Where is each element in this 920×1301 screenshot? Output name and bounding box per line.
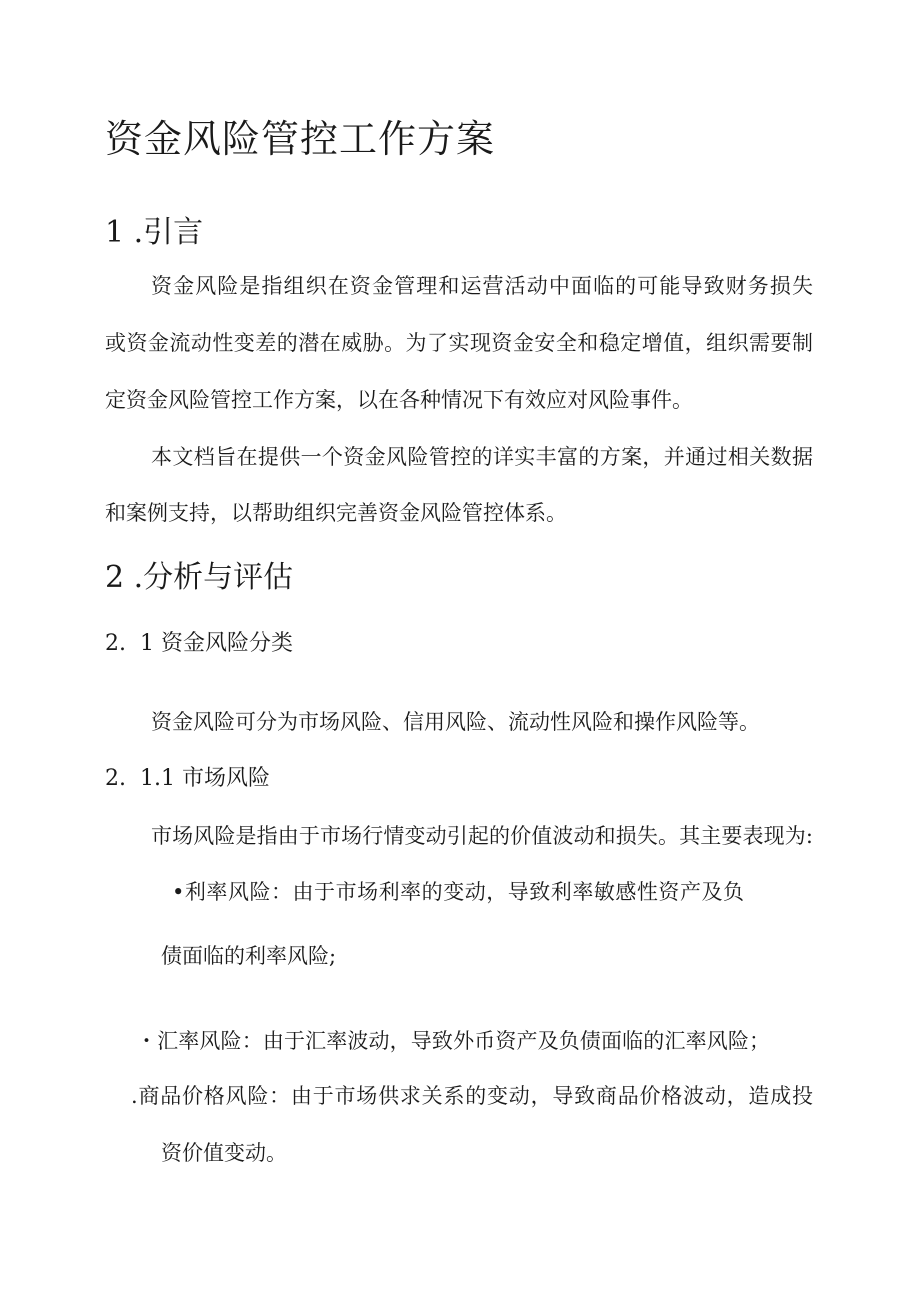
subsection-2-1-text: 资金风险可分为市场风险、信用风险、流动性风险和操作风险等。: [151, 710, 760, 734]
intro-para1-line1: 资金风险是指组织在资金管理和运营活动中面临的可能导致财务损失: [151, 274, 813, 298]
intro-para2-line2: 和案例支持，以帮助组织完善资金风险管控体系。: [105, 501, 567, 525]
intro-para1-line3: 定资金风险管控工作方案，以在各种情况下有效应对风险事件。: [105, 388, 693, 412]
section-heading-analysis: 2 .分析与评估: [105, 560, 294, 595]
bullet-interest-rate-line2: 债面临的利率风险;: [161, 944, 337, 968]
bullet-commodity-price-line2: 资价值变动。: [161, 1141, 287, 1165]
subsection-heading-2-1: 2. 1 资金风险分类: [105, 631, 293, 656]
bullet-interest-rate-line1: •利率风险：由于市场利率的变动，导致利率敏感性资产及负: [172, 880, 744, 904]
subsection-heading-2-1-1: 2. 1.1 市场风险: [105, 766, 270, 791]
section-heading-intro: 1 .引言: [105, 215, 204, 250]
document-title: 资金风险管控工作方案: [105, 117, 496, 161]
bullet-exchange-rate: ・汇率风险：由于汇率波动，导致外币资产及负债面临的汇率风险；: [136, 1029, 770, 1053]
intro-para1-line2: 或资金流动性变差的潜在威胁。为了实现资金安全和稳定增值，组织需要制: [105, 331, 813, 355]
bullet-commodity-price-line1: .商品价格风险：由于市场供求关系的变动，导致商品价格波动，造成投: [131, 1084, 813, 1108]
market-risk-intro: 市场风险是指由于市场行情变动引起的价值波动和损失。其主要表现为:: [151, 824, 813, 848]
intro-para2-line1: 本文档旨在提供一个资金风险管控的详实丰富的方案，并通过相关数据: [151, 445, 813, 469]
